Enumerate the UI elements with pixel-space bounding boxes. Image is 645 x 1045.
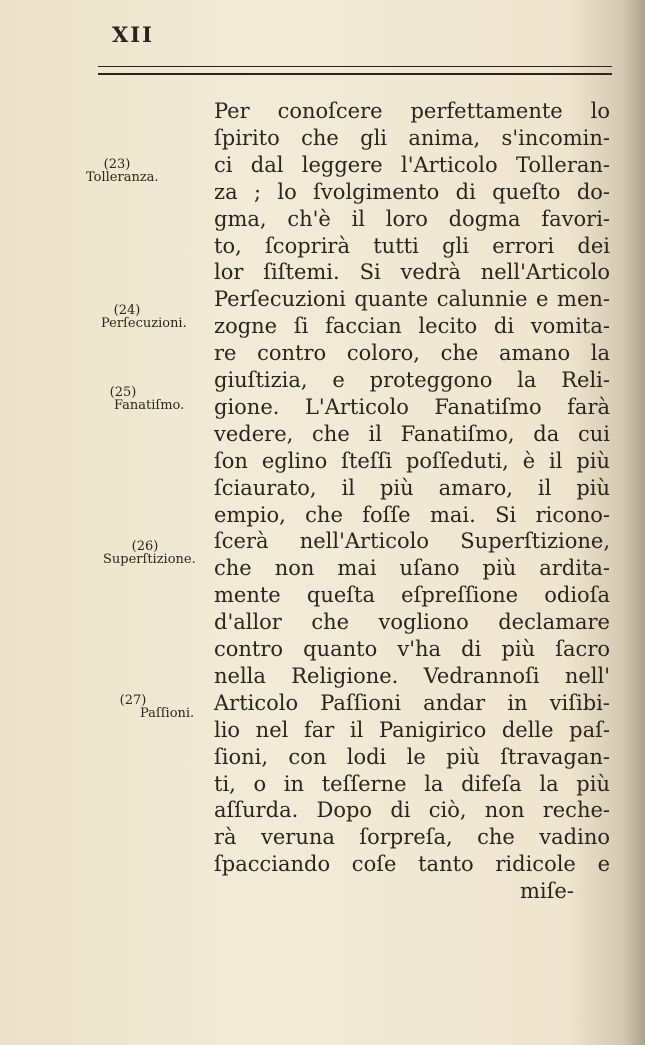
body-line: nella Religione. Vedrannoſi nell' <box>214 663 610 688</box>
body-line: ſon eglino ſteſſi poſſeduti, è il più <box>214 448 610 473</box>
margin-note-number: (25) <box>109 385 137 400</box>
body-line: to, ſcoprirà tutti gli errori dei <box>214 233 610 258</box>
margin-note-label: Fanatiſmo. <box>114 398 185 413</box>
margin-note-number: (27) <box>119 693 147 708</box>
body-line: lio nel far il Panigirico delle paſ- <box>214 717 610 742</box>
body-line: ci dal leggere l'Articolo Tolleran- <box>214 152 610 177</box>
body-line: ti, o in teſſerne la difeſa la più <box>214 771 610 796</box>
margin-note-label: Tolleranza. <box>86 170 159 185</box>
page-edge-shadow <box>623 0 645 1045</box>
body-line: lor ſiſtemi. Si vedrà nell'Articolo <box>214 260 610 285</box>
margin-note-number: (26) <box>131 539 159 554</box>
body-line: ſciaurato, il più amaro, il più <box>214 475 610 500</box>
page-number: XII <box>112 22 154 47</box>
body-line: Articolo Paſſioni andar in viſibi- <box>214 690 610 715</box>
margin-note-number: (24) <box>113 303 141 318</box>
body-line: Per conoſcere perfettamente lo <box>214 99 610 123</box>
body-line: d'allor che vogliono declamare <box>214 610 610 635</box>
body-line: empio, che foſſe mai. Si ricono- <box>214 502 610 527</box>
body-line: rà veruna ſorpreſa, che vadino <box>214 825 610 850</box>
body-line: zogne ſi faccian lecito di vomita- <box>214 314 610 339</box>
margin-note-label: Paſſioni. <box>140 706 195 721</box>
body-line: gione. L'Articolo Fanatiſmo farà <box>214 394 610 419</box>
body-line: mente queſta eſpreſſione odioſa <box>214 583 610 608</box>
margin-note-number: (23) <box>103 157 131 172</box>
body-line: vedere, che il Fanatiſmo, da cui <box>214 421 610 446</box>
body-line: che non mai uſano più ardita- <box>214 556 610 581</box>
body-line: ſpirito che gli anima, s'incomin- <box>214 125 610 150</box>
body-line: Perſecuzioni quante calunnie e men- <box>214 287 610 312</box>
body-line: gma, ch'è il loro dogma favori- <box>214 206 610 231</box>
header-rule <box>98 66 612 75</box>
body-line: contro quanto v'ha di più ſacro <box>214 637 610 661</box>
body-line: ſioni, con lodi le più ſtravagan- <box>214 744 610 769</box>
margin-note-label: Perſecuzioni. <box>101 316 187 331</box>
body-line: ſpacciando coſe tanto ridicole e <box>214 852 610 877</box>
body-line: re contro coloro, che amano la <box>214 341 610 366</box>
body-line: ſcerà nell'Articolo Superſtizione, <box>214 529 610 554</box>
body-line: giuſtizia, e proteggono la Reli- <box>214 368 610 392</box>
body-line: za ; lo ſvolgimento di queſto do- <box>214 179 610 204</box>
margin-note-label: Superſtizione. <box>103 552 196 567</box>
body-line: miſe- <box>520 879 574 904</box>
body-line: aſſurda. Dopo di ciò, non reche- <box>214 798 610 823</box>
